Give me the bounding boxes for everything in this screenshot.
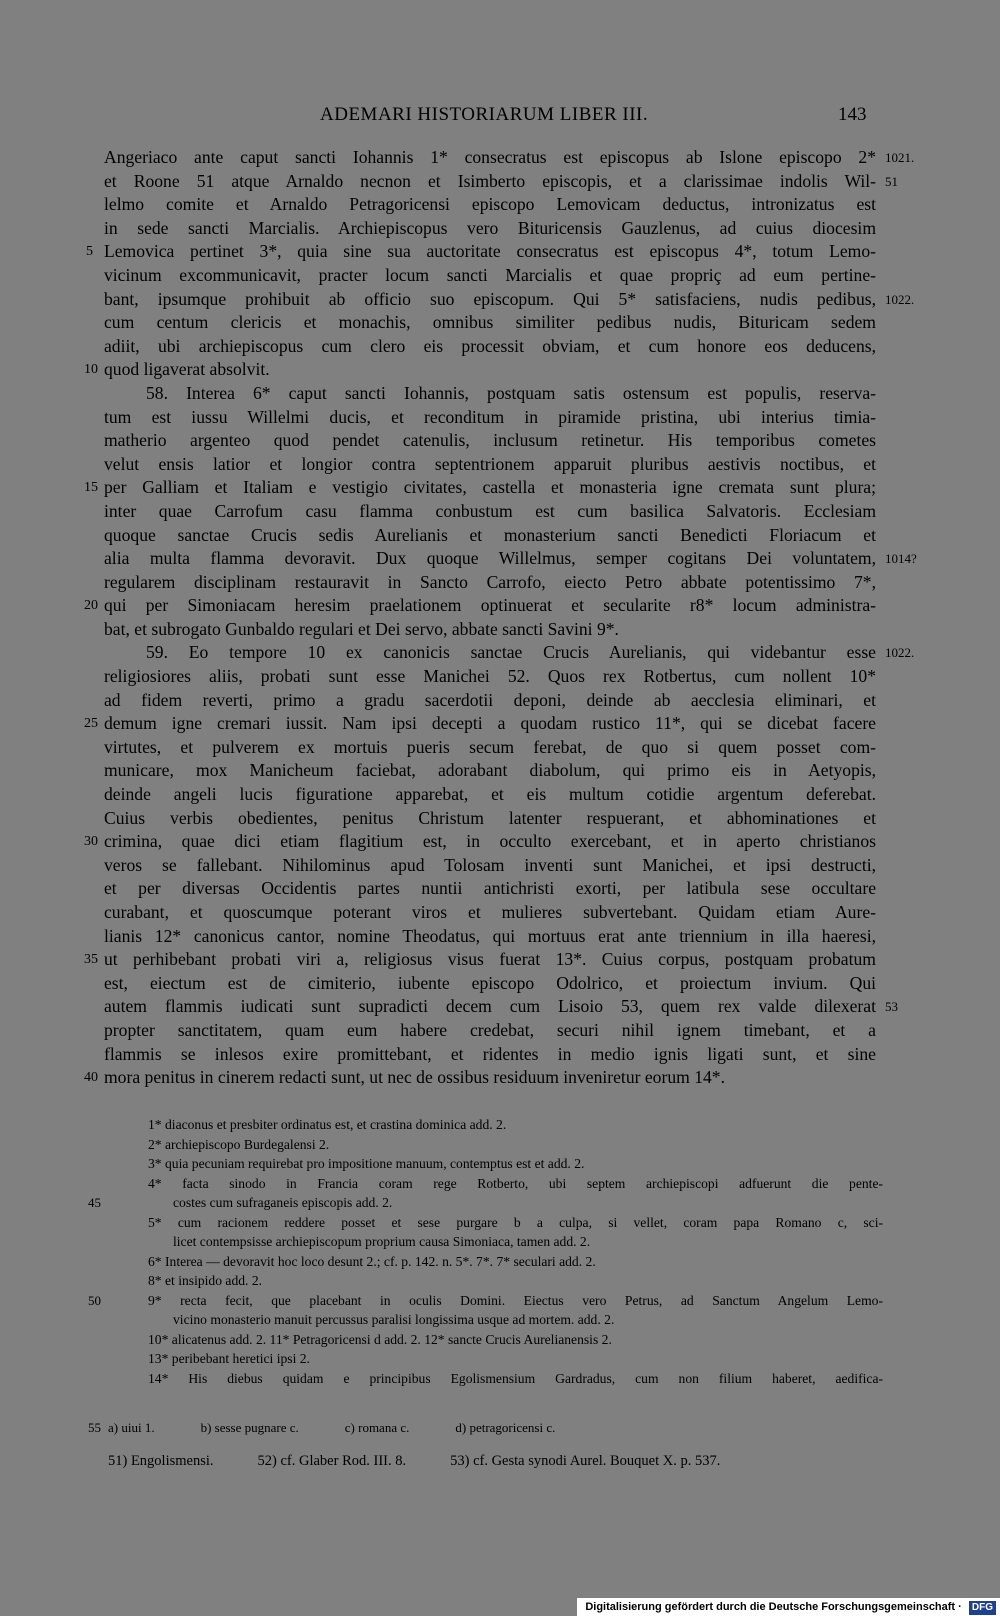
text-line (104, 1019, 876, 1043)
text-line (84, 712, 876, 736)
margin-note: 1014? (885, 551, 917, 567)
text-line (104, 524, 876, 548)
text-line (104, 759, 876, 783)
variant-reading: b) sesse pugnare c. (200, 1420, 299, 1435)
dfg-logo: DFG (969, 1601, 996, 1615)
margin-note: 1021. (885, 150, 915, 165)
footnote-line (148, 1369, 883, 1389)
text-line (104, 335, 876, 359)
text-line (84, 594, 876, 618)
text-line (104, 972, 876, 996)
text-line (104, 901, 876, 925)
line-number: 20 (84, 598, 98, 614)
line-text: flammis se inlesos exire promittebant, et ridentes in medio ignis ligati sunt, et sine (104, 1043, 876, 1064)
line-text: alia multa flamma devoravit. Dux quoque Willelmus, semper cogitans Dei voluntatem, (104, 548, 876, 569)
footnote-text: 14* His diebus quidam e principibus Egolismensium Gardradus, cum non filium haberet, aedifica- (148, 1370, 883, 1386)
footnote-text: 8* et insipido add. 2. (148, 1273, 263, 1288)
footnote-text: 3* quia pecuniam requirebat pro impositione manuum, contemptus est et add. 2. (148, 1156, 585, 1171)
footnote-text: 4* facta sinodo in Francia coram rege Rotberto, ubi septem archiepiscopi adfuerunt die pente- (148, 1175, 883, 1191)
text-line (104, 217, 876, 241)
line-text: Angeriaco ante caput sancti Iohannis 1* consecratus est episcopus ab Islone episcopo 2* (104, 147, 876, 167)
line-text: est, eiectum est de cimiterio, iubente episcopo Odolrico, et proiectum invium. Qui (104, 972, 876, 993)
line-text: mora penitus in cinerem redacti sunt, ut nec de ossibus residuum inveniretur eorum 14*. (104, 1067, 726, 1088)
footnote-line (148, 1232, 883, 1252)
text-line (84, 948, 876, 972)
text-line (104, 736, 876, 760)
line-text: veros se fallebant. Nihilominus apud Tolosam inventi sunt Manichei, et ipsi destructi, (104, 854, 876, 875)
line-text: Lemovica pertinet 3*, quia sine sua auctoritate consecratus est episcopus 4*, totum Lemo- (104, 241, 876, 262)
text-line (104, 618, 876, 642)
line-text: ut perhibebant probati viri a, religiosus visus fuerat 13*. Cuius corpus, postquam probatum (104, 949, 876, 970)
line-text: religiosiores aliis, probati sunt esse Manichei 52. Quos rex Rotbertus, cum nollent 10* (104, 666, 876, 687)
footnote-text: 5* cum racionem reddere posset et sese purgare b a culpa, si vellet, coram papa Romano c, sci- (148, 1214, 883, 1230)
main-text (84, 146, 917, 1090)
line-number: 10 (84, 362, 98, 378)
line-number: 45 (88, 1195, 101, 1210)
text-line (84, 476, 876, 500)
variant-reading: d) petragoricensi c. (455, 1420, 556, 1435)
line-text: quod ligaverat absolvit. (104, 359, 270, 380)
footnote-text: costes cum sufraganeis episcopis add. 2. (173, 1195, 393, 1210)
reference-note: 53) cf. Gesta synodi Aurel. Bouquet X. p. 537. (450, 1453, 721, 1469)
text-line (86, 240, 876, 264)
running-head-title: ADEMARI HISTORIARUM LIBER III. (320, 104, 649, 125)
line-text: ad fidem reverti, primo a gradu sacerdotii deponi, deinde ab aecclesia eliminari, et (104, 689, 876, 710)
line-number: 25 (84, 716, 98, 732)
text-line (84, 1066, 876, 1090)
footnote-line (148, 1330, 883, 1350)
line-text: 59. Eo tempore 10 ex canonicis sanctae Crucis Aurelianis, qui videbantur esse (146, 642, 876, 663)
footnote-text: 13* peribebant heretici ipsi 2. (148, 1351, 310, 1366)
line-text: regularem disciplinam restauravit in Sancto Carrofo, eiecto Petro abbate potentissimo 7*, (104, 571, 876, 592)
footnote-line (148, 1135, 883, 1155)
footnote-text: 1* diaconus et presbiter ordinatus est, et crastina dominica add. 2. (148, 1117, 507, 1132)
line-text: virtutes, et pulverem ex mortuis pueris secum ferebat, de quo si quem posset com- (104, 736, 876, 757)
footnote-line (148, 1252, 883, 1272)
line-number: 5 (86, 244, 93, 260)
line-text: inter quae Carrofum casu flamma conbustum est cum basilica Salvatoris. Ecclesiam (104, 500, 876, 521)
line-text: in sede sancti Marcialis. Archiepiscopus vero Bituricensis Gauzlenus, ad cuius diocesim (104, 217, 876, 238)
footnote-line (148, 1349, 883, 1369)
line-text: 58. Interea 6* caput sancti Iohannis, postquam satis ostensum est populis, reserva- (146, 382, 876, 403)
line-number: 50 (88, 1292, 101, 1308)
margin-note: 1022. (885, 645, 915, 661)
text-line (104, 500, 876, 524)
line-text: et per diversas Occidentis partes nuntii antichristi exorti, per latibula sese occultare (104, 878, 876, 899)
text-line (104, 995, 898, 1019)
line-text: matherio argenteo quod pendet catenulis, inclusum retinetur. His temporibus cometes (104, 430, 876, 451)
text-line (104, 665, 876, 689)
text-line (104, 1043, 876, 1067)
reference-note: 52) cf. Glaber Rod. III. 8. (257, 1453, 407, 1469)
footnote-text: 10* alicatenus add. 2. 11* Petragoricensi d add. 2. 12* sancte Crucis Aurelianensis 2. (148, 1331, 612, 1347)
text-line (104, 571, 876, 595)
footnotes (88, 1115, 883, 1388)
text-line (104, 689, 876, 713)
footnote-text: licet contempsisse archiepiscopum proprium causa Simoniaca, tamen add. 2. (173, 1234, 591, 1249)
footnote-line (148, 1310, 883, 1330)
running-head (0, 104, 1000, 134)
text-line (104, 264, 876, 288)
footnote-line (148, 1213, 883, 1233)
line-text: tum est iussu Willelmi ducis, et reconditum in piramide pristina, ubi interius timia- (104, 406, 876, 427)
page-number: 143 (838, 104, 867, 125)
banner-text: Digitalisierung gefördert durch die Deutsche Forschungsgemeinschaft · (585, 1601, 962, 1613)
footnote-text: 9* recta fecit, que placebant in oculis Domini. Eiectus vero Petrus, ad Sanctum Angelum Lemo- (148, 1292, 883, 1308)
line-text: quoque sanctae Crucis sedis Aurelianis et monasterium sancti Benedicti Floriacum et (104, 524, 876, 545)
footnote-line (148, 1154, 883, 1174)
reference-note: 51) Engolismensi. (108, 1453, 214, 1469)
line-text: lianis 12* canonicus cantor, nomine Theodatus, qui mortuus erat ante triennium in illa haeresi, (104, 925, 876, 946)
text-line (104, 453, 876, 477)
line-text: velut ensis latior et longior contra septentrionem apparuit pluribus aestivis noctibus, et (104, 453, 876, 474)
text-line (104, 429, 876, 453)
line-text: lelmo comite et Arnaldo Petragoricensi episcopo Lemovicam deductus, intronizatus est (104, 194, 876, 215)
line-number: 55 (88, 1420, 101, 1435)
line-text: Cuius verbis obedientes, penitus Christum latenter respuerant, et abhominationes et (104, 807, 876, 828)
line-text: propter sanctitatem, quam eum habere credebat, securi nihil ignem timebant, et a (104, 1019, 876, 1040)
line-text: deinde angeli lucis figuratione apparebat, et eis multum cotidie argentum deferebat. (104, 784, 876, 805)
line-text: demum igne cremari iussit. Nam ipsi decepti a quodam rustico 11*, qui se dicebat facere (104, 713, 876, 734)
text-line (104, 807, 876, 831)
variant-reading: c) romana c. (344, 1420, 410, 1435)
text-line (104, 406, 876, 430)
line-text: qui per Simoniacam heresim praelationem optinuerat et secularite r8* locum administra- (104, 595, 876, 616)
text-line (104, 170, 898, 194)
text-line (104, 783, 876, 807)
text-line (104, 288, 915, 312)
line-text: autem flammis iudicati sunt supradicti decem cum Lisoio 53, quem rex valde dilexerat (104, 996, 876, 1017)
line-text: crimina, quae dici etiam flagitium est, in occulto exercebant, et in aperto christianos (104, 831, 876, 852)
text-line (84, 830, 876, 854)
footnote-line (88, 1193, 883, 1213)
text-line (104, 547, 917, 571)
line-text: vicinum excommunicavit, practer locum sancti Marcialis et quae propriç ad eum pertine- (104, 264, 876, 285)
variant-reading: a) uiui 1. (108, 1420, 155, 1435)
variant-readings (88, 1420, 601, 1436)
text-line (104, 311, 876, 335)
text-line (84, 358, 876, 382)
line-text: cum centum clericis et monachis, omnibus similiter pedibus nudis, Bituricam sedem (104, 312, 876, 333)
line-text: municare, mox Manicheum faciebat, adorabant diabolum, qui primo eis in Aetyopis, (104, 760, 876, 781)
footnote-text: 2* archiepiscopo Burdegalensi 2. (148, 1136, 330, 1152)
footnote-text: vicino monasterio manuit percussus paralisi longissima usque ad mortem. add. 2. (173, 1312, 615, 1327)
digitization-banner (577, 1598, 1000, 1616)
text-line (104, 146, 915, 170)
line-number: 15 (84, 480, 98, 496)
margin-note: 51 (885, 173, 898, 189)
text-line (104, 925, 876, 949)
footnote-text: 6* Interea — devoravit hoc loco desunt 2.; cf. p. 142. n. 5*. 7*. 7* seculari add. 2. (148, 1253, 596, 1269)
line-number: 35 (84, 952, 98, 968)
text-line (104, 382, 876, 406)
footnote-line (148, 1174, 883, 1194)
line-number: 30 (84, 834, 98, 850)
footnote-line (88, 1291, 883, 1311)
text-line (104, 641, 915, 665)
footnote-line (148, 1271, 883, 1291)
line-text: et Roone 51 atque Arnaldo necnon et Isimberto episcopis, et a clarissimae indolis Wil- (104, 170, 876, 191)
line-text: bat, et subrogato Gunbaldo regulari et Dei servo, abbate sancti Savini 9*. (104, 618, 619, 639)
text-line (104, 877, 876, 901)
margin-note: 53 (885, 999, 898, 1015)
text-line (104, 854, 876, 878)
margin-note: 1022. (885, 291, 915, 307)
line-text: bant, ipsumque prohibuit ab officio suo episcopum. Qui 5* satisfaciens, nudis pedibus, (104, 288, 876, 309)
references (108, 1453, 764, 1470)
line-text: curabant, et quoscumque poterant viros et mulieres subvertebant. Quidam etiam Aure- (104, 902, 876, 922)
footnote-line (148, 1115, 883, 1135)
line-text: per Galliam et Italiam e vestigio civitates, castella et monasteria igne cremata sunt plura; (104, 477, 876, 498)
line-number: 40 (84, 1070, 98, 1086)
line-text: adiit, ubi archiepiscopus cum clero eis processit obviam, et cum honore eos deducens, (104, 335, 876, 356)
text-line (104, 193, 876, 217)
